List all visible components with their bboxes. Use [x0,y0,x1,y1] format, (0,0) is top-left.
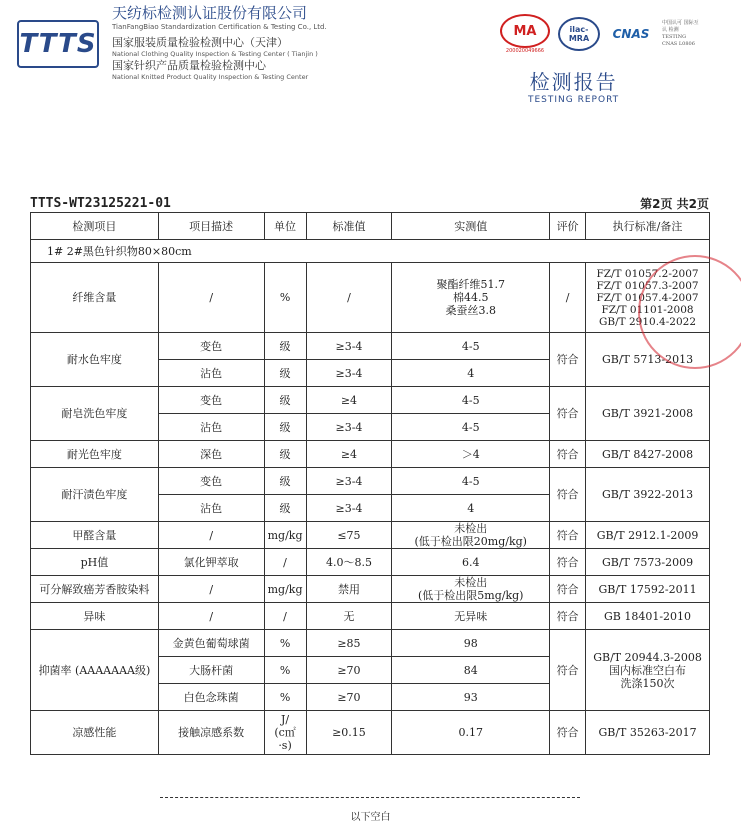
page-info: 第2页 共2页 [640,197,709,211]
item-desc: / [158,603,264,630]
ref-line: FZ/T 01057.2-2007 [596,267,699,280]
value-line: 未检出 [454,522,488,535]
test-item: 甲醛含量 [31,522,159,549]
table-row [31,441,710,468]
measured-value: 4 [392,360,550,387]
sample-row [31,240,710,263]
org-name-en: TianFangBiao Standardization Certification & Testing Co., Ltd. [112,23,327,31]
reference-standard [586,630,710,711]
unit: mg/kg [264,576,306,603]
standard-value: ≥85 [306,630,392,657]
company-logo: TTTS [17,20,99,68]
unit: mg/kg [264,522,306,549]
standard-value: ≤75 [306,522,392,549]
blank-note: 以下空白 [350,812,391,823]
standard-value: 4.0～8.5 [306,549,392,576]
reference-standard: GB/T 5713-2013 [586,333,710,387]
measured-value: 84 [392,657,550,684]
table-row [31,468,710,495]
unit: % [264,263,306,333]
measured-value: 98 [392,630,550,657]
center2-en: National Knitted Product Quality Inspection & Testing Center [112,73,309,81]
standard-value: ≥4 [306,387,392,414]
unit: 级 [264,495,306,522]
evaluation: 符合 [550,468,586,522]
standard-value: ≥3-4 [306,414,392,441]
col-header: 执行标准/备注 [586,213,710,240]
unit: % [264,657,306,684]
table-row [31,630,710,657]
test-item: 凉感性能 [31,711,159,755]
unit [264,711,306,755]
standard-value: ≥70 [306,657,392,684]
table-row [31,387,710,414]
unit-line: J/ [280,713,290,726]
standard-value: ≥3-4 [306,360,392,387]
item-desc: / [158,522,264,549]
measured-value: 93 [392,684,550,711]
item-desc: 变色 [158,468,264,495]
unit: 级 [264,333,306,360]
org-name-cn: 天纺标检测认证股份有限公司 [112,4,308,22]
item-desc: 沾色 [158,495,264,522]
cma-logo: MA [500,14,550,48]
reference-standard: GB/T 8427-2008 [586,441,710,468]
table-row [31,603,710,630]
unit: / [264,603,306,630]
center1-cn: 国家服装质量检验检测中心（天津） [112,36,288,49]
evaluation: / [550,263,586,333]
standard-value: ≥4 [306,441,392,468]
table-row [31,263,710,333]
center2-cn: 国家针织产品质量检验检测中心 [112,59,266,72]
reference-standard: GB/T 3921-2008 [586,387,710,441]
col-header: 实测值 [392,213,550,240]
col-header: 检测项目 [31,213,159,240]
test-item: 耐光色牢度 [31,441,159,468]
evaluation: 符合 [550,576,586,603]
standard-value: ≥0.15 [306,711,392,755]
test-item: 耐皂洗色牢度 [31,387,159,441]
ref-line: GB/T 20944.3-2008 [593,650,702,664]
item-desc: 白色念珠菌 [158,684,264,711]
item-desc: / [158,263,264,333]
organization-header [112,4,327,82]
unit: 级 [264,387,306,414]
unit: % [264,684,306,711]
ref-line: GB/T 2910.4-2022 [599,315,697,328]
value-line: 桑蚕丝3.8 [445,304,496,317]
item-desc: 变色 [158,387,264,414]
table-row [31,549,710,576]
results-table [30,212,710,755]
evaluation: 符合 [550,441,586,468]
standard-value: / [306,263,392,333]
reference-standard: GB/T 17592-2011 [586,576,710,603]
reference-standard: GB 18401-2010 [586,603,710,630]
test-item: pH值 [31,549,159,576]
unit: % [264,630,306,657]
value-line: 未检出 [454,576,488,589]
test-item: 抑菌率 (AAAAAAA级) [31,630,159,711]
measured-value: 4-5 [392,333,550,360]
reference-standard: GB/T 3922-2013 [586,468,710,522]
measured-value: 无异味 [392,603,550,630]
standard-value: ≥3-4 [306,468,392,495]
evaluation: 符合 [550,549,586,576]
evaluation: 符合 [550,711,586,755]
evaluation: 符合 [550,630,586,711]
value-line: (低于检出限20mg/kg) [414,535,527,548]
cnas-subtext: 中国认可 国际互认 检测 TESTING CNAS L0806 [662,20,699,47]
ref-line: FZ/T 01057.4-2007 [596,291,699,304]
test-item: 纤维含量 [31,263,159,333]
item-desc: 氯化钾萃取 [158,549,264,576]
item-desc: 大肠杆菌 [158,657,264,684]
item-desc: / [158,576,264,603]
table-row [31,711,710,755]
unit-line: ·s) [278,739,292,752]
standard-value: 无 [306,603,392,630]
ref-line: FZ/T 01057.3-2007 [596,279,699,292]
unit: 级 [264,414,306,441]
table-header [31,213,710,240]
standard-value: ≥3-4 [306,333,392,360]
unit: / [264,549,306,576]
cma-number: 200020049666 [505,48,545,54]
standard-value: ≥70 [306,684,392,711]
measured-value: 0.17 [392,711,550,755]
item-desc: 金黄色葡萄球菌 [158,630,264,657]
measured-value [392,263,550,333]
ref-line: 国内标准空白布 [609,663,687,677]
item-desc: 沾色 [158,360,264,387]
evaluation: 符合 [550,333,586,387]
evaluation: 符合 [550,387,586,441]
reference-standard: GB/T 7573-2009 [586,549,710,576]
measured-value: 6.4 [392,549,550,576]
unit: 级 [264,360,306,387]
report-title-en: TESTING REPORT [528,95,620,105]
blank-divider [160,797,580,798]
table-row [31,576,710,603]
value-line: 棉44.5 [452,291,489,304]
unit: 级 [264,441,306,468]
col-header: 单位 [264,213,306,240]
value-line: 聚酯纤维51.7 [436,278,505,291]
evaluation: 符合 [550,522,586,549]
table-row [31,522,710,549]
value-line: (低于检出限5mg/kg) [418,589,524,602]
sample-description: 1# 2#黑色针织物80×80cm [31,240,710,263]
unit-line: (c㎡ [274,726,296,739]
report-number: TTTS-WT23125221-01 [30,196,171,211]
item-desc: 深色 [158,441,264,468]
measured-value: 4-5 [392,468,550,495]
item-desc: 沾色 [158,414,264,441]
ref-line: 洗涤150次 [620,676,675,690]
measured-value [392,576,550,603]
reference-standard: GB/T 35263-2017 [586,711,710,755]
col-header: 评价 [550,213,586,240]
col-header: 项目描述 [158,213,264,240]
test-item: 异味 [31,603,159,630]
ref-line: FZ/T 01101-2008 [601,303,694,316]
unit: 级 [264,468,306,495]
test-item: 耐水色牢度 [31,333,159,387]
measured-value: 4-5 [392,414,550,441]
measured-value: 4 [392,495,550,522]
reference-standard: GB/T 2912.1-2009 [586,522,710,549]
report-title [528,66,619,105]
reference-standard [586,263,710,333]
item-desc: 接触凉感系数 [158,711,264,755]
ilac-mra-logo: ilac-MRA [558,17,600,51]
test-item: 耐汗渍色牢度 [31,468,159,522]
certification-logos [500,14,702,54]
standard-value: ≥3-4 [306,495,392,522]
measured-value: ＞4 [392,441,550,468]
evaluation: 符合 [550,603,586,630]
table-row [31,333,710,360]
item-desc: 变色 [158,333,264,360]
center1-en: National Clothing Quality Inspection & Testing Center ( Tianjin ) [112,50,318,58]
report-title-cn: 检测报告 [529,70,618,94]
standard-value: 禁用 [306,576,392,603]
col-header: 标准值 [306,213,392,240]
test-item: 可分解致癌芳香胺染料 [31,576,159,603]
cnas-logo: CNAS [612,27,650,41]
measured-value [392,522,550,549]
measured-value: 4-5 [392,387,550,414]
